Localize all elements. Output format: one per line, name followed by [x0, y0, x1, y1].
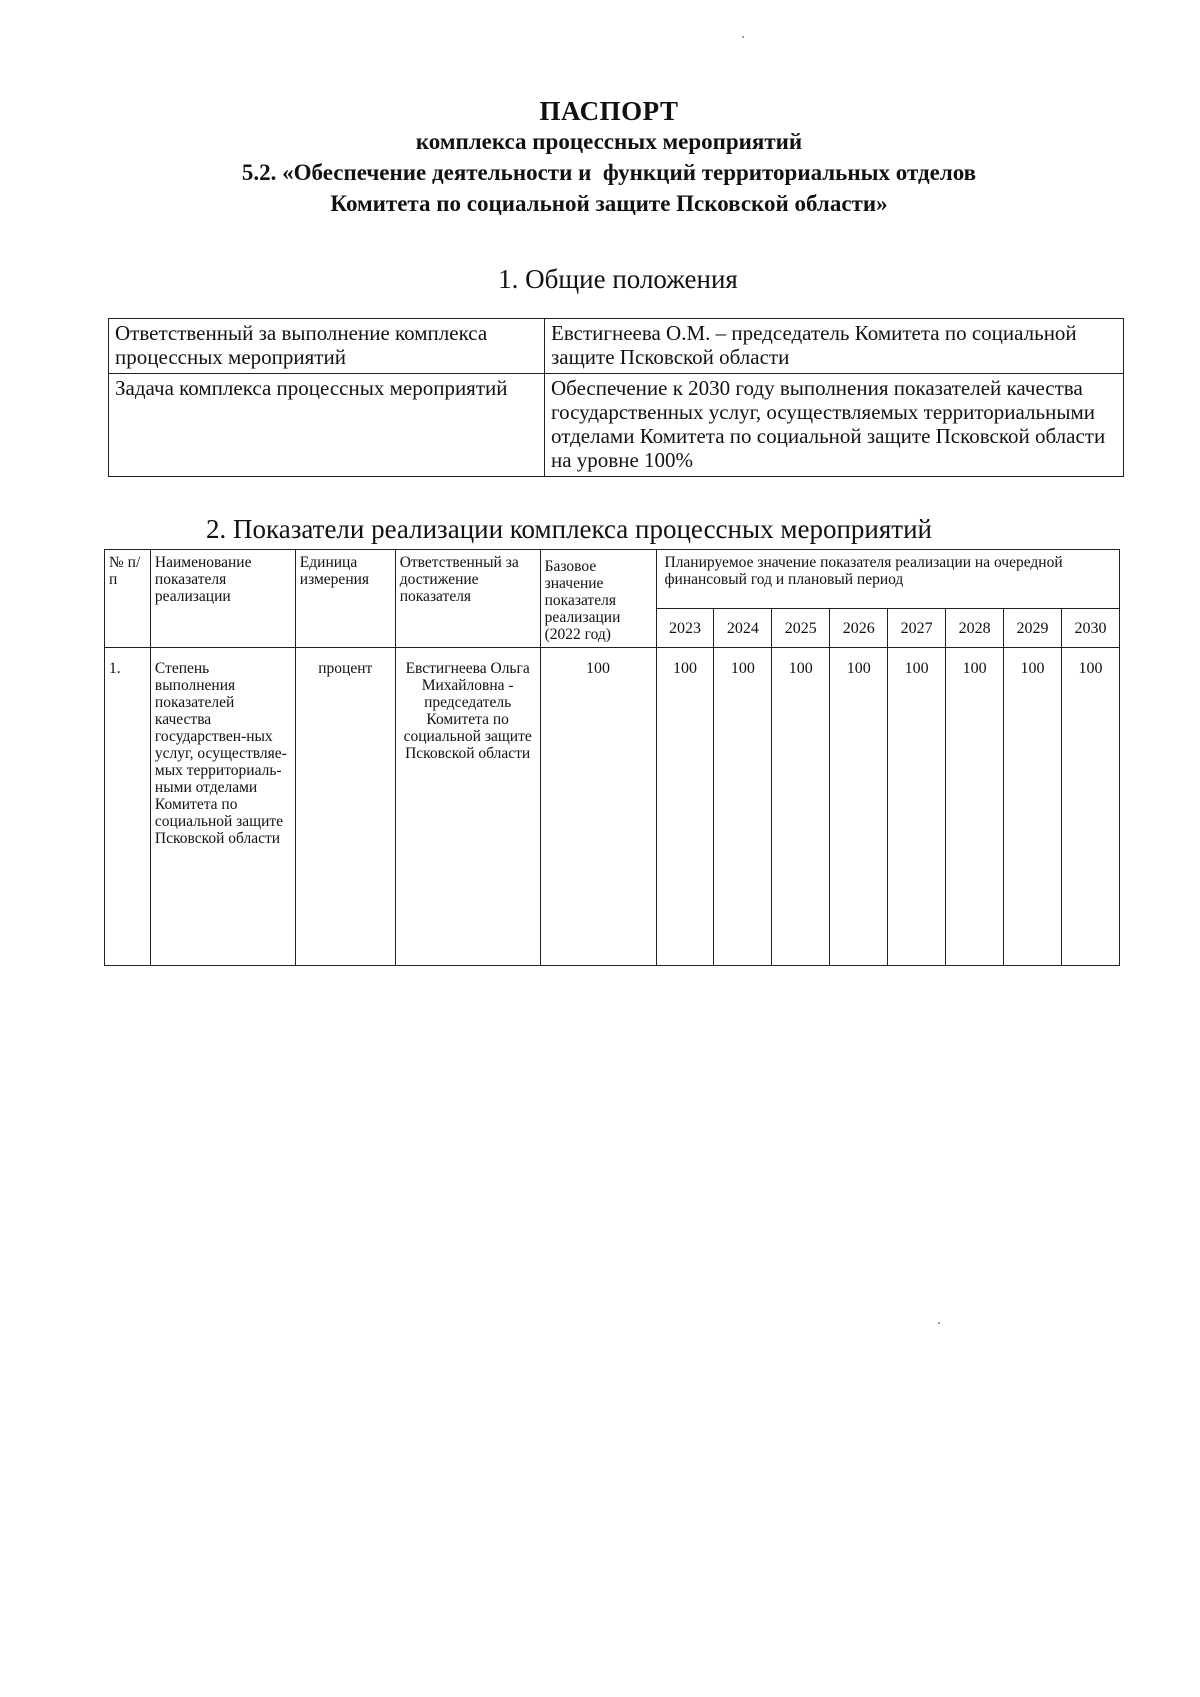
table-row [105, 648, 1120, 966]
row-unit: процент [295, 648, 395, 966]
document-title: ПАСПОРТ [539, 96, 679, 126]
document-subtitle: комплекса процессных мероприятий [415, 129, 803, 154]
row-value-2025: 100 [772, 648, 830, 966]
row-value-2029: 100 [1004, 648, 1062, 966]
row-num: 1. [105, 648, 151, 966]
table-row [109, 319, 1124, 374]
year-2028: 2028 [946, 609, 1004, 648]
section-1-heading: 1. Общие положения [498, 264, 738, 294]
header-unit: Единица измерения [295, 550, 395, 648]
row-value-2023: 100 [656, 648, 714, 966]
complex-name-line-1: 5.2. «Обеспечение деятельности и функций территориальных отделов [241, 160, 977, 185]
year-2025: 2025 [772, 609, 830, 648]
scan-speck [742, 36, 744, 38]
row-indicator-name: Степень выполнения показателей качества государствен-ных услуг, осуществляе-мых территориаль-ными отделами Комитета по социальной защите Псковской области [150, 648, 295, 966]
header-num: № п/п [105, 550, 151, 648]
row-value-2027: 100 [888, 648, 946, 966]
year-2030: 2030 [1061, 609, 1119, 648]
task-label: Задача комплекса процессных мероприятий [109, 374, 545, 477]
header-planned: Планируемое значение показателя реализации на очередной финансовый год и плановый период [656, 550, 1120, 609]
year-2029: 2029 [1004, 609, 1062, 648]
responsible-label: Ответственный за выполнение комплекса процессных мероприятий [109, 319, 545, 374]
row-responsible: Евстигнеева Ольга Михайловна - председатель Комитета по социальной защите Псковской области [395, 648, 540, 966]
indicators-table [104, 549, 1120, 966]
table-header-row [105, 550, 1120, 609]
document-header [0, 96, 1200, 219]
complex-name-line-2: Комитета по социальной защите Псковской области» [330, 191, 888, 216]
scan-speck [938, 1322, 940, 1324]
year-2024: 2024 [714, 609, 772, 648]
task-value: Обеспечение к 2030 году выполнения показателей качества государственных услуг, осуществляемых территориальными отделами Комитета по социальной защите Псковской области на уровне 100% [545, 374, 1124, 477]
year-2026: 2026 [830, 609, 888, 648]
row-value-2028: 100 [946, 648, 1004, 966]
row-value-2024: 100 [714, 648, 772, 966]
row-base-value: 100 [540, 648, 656, 966]
header-base: Базовое значение показателя реализации (2022 год) [540, 550, 656, 648]
header-name: Наименование показателя реализации [150, 550, 295, 648]
table-row [109, 374, 1124, 477]
section-2-heading: 2. Показатели реализации комплекса процессных мероприятий [206, 514, 932, 544]
year-2027: 2027 [888, 609, 946, 648]
row-value-2026: 100 [830, 648, 888, 966]
responsible-value: Евстигнеева О.М. – председатель Комитета по социальной защите Псковской области [545, 319, 1124, 374]
general-provisions-table [108, 318, 1124, 477]
header-responsible: Ответственный за достижение показателя [395, 550, 540, 648]
row-value-2030: 100 [1061, 648, 1119, 966]
year-2023: 2023 [656, 609, 714, 648]
